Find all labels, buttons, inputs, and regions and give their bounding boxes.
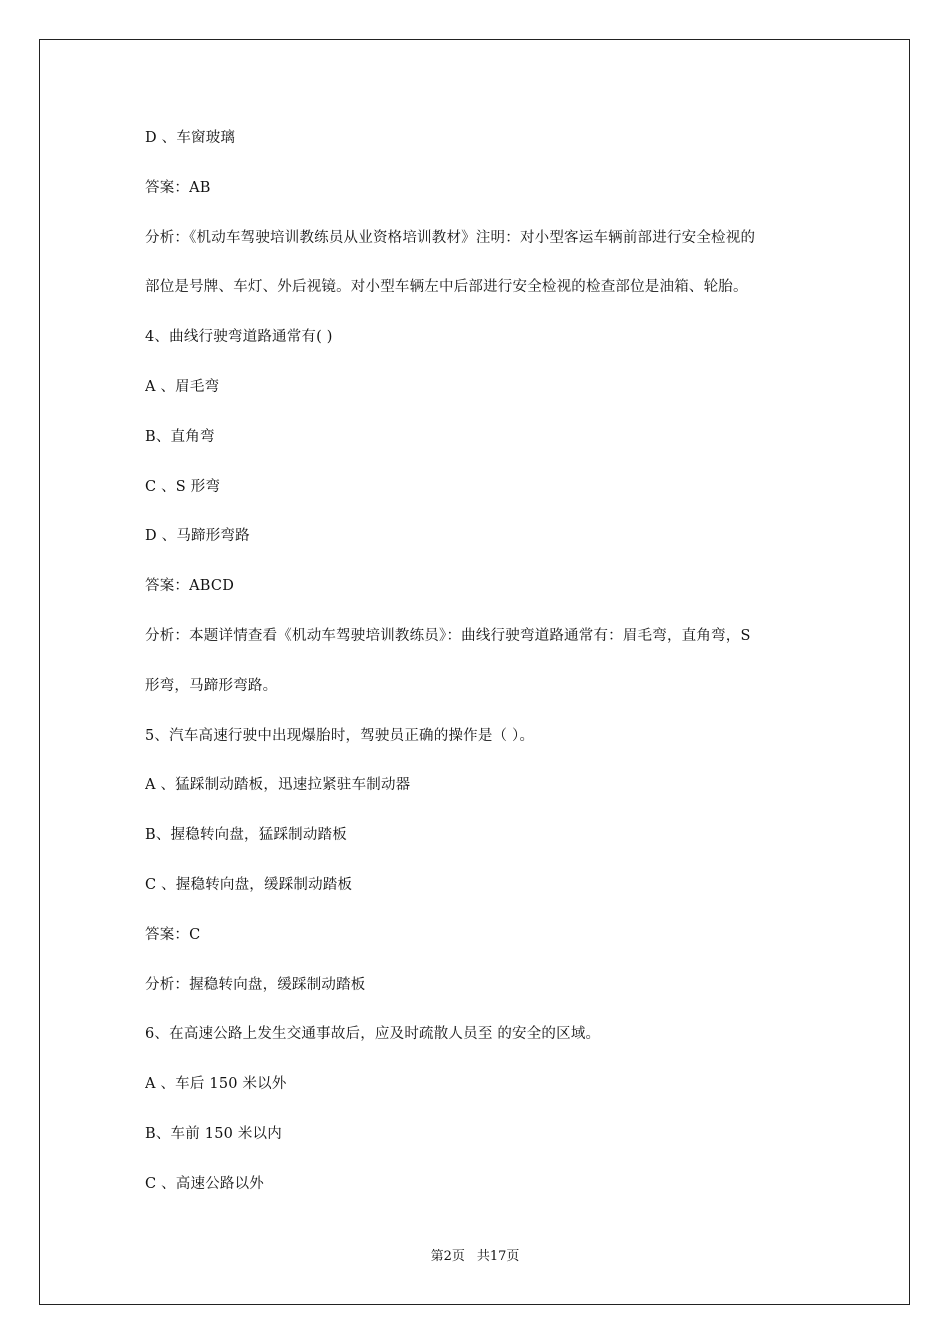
option-line: A 、车后 150 米以外 bbox=[145, 1076, 287, 1093]
option-line: C 、高速公路以外 bbox=[145, 1175, 265, 1192]
question-line: 5、汽车高速行驶中出现爆胎时，驾驶员正确的操作是（ ）。 bbox=[145, 727, 535, 744]
page-number: 第2页 bbox=[430, 1249, 465, 1264]
document-body bbox=[145, 114, 815, 1210]
answer-line: 答案：AB bbox=[145, 179, 211, 196]
analysis-line: 形弯，马蹄形弯路。 bbox=[145, 677, 278, 694]
answer-line: 答案：C bbox=[145, 926, 201, 943]
option-line: D 、马蹄形弯路 bbox=[145, 528, 250, 545]
analysis-line: 分析：《机动车驾驶培训教练员从业资格培训教材》注明：对小型客运车辆前部进行安全检视的 bbox=[145, 229, 756, 246]
option-line: C 、握稳转向盘，缓踩制动踏板 bbox=[145, 876, 353, 893]
option-line: A 、猛踩制动踏板，迅速拉紧驻车制动器 bbox=[145, 777, 411, 794]
option-line: A 、眉毛弯 bbox=[145, 378, 220, 395]
option-line: C 、S 形弯 bbox=[145, 478, 221, 495]
option-line: B、握稳转向盘，猛踩制动踏板 bbox=[145, 827, 347, 844]
answer-line: 答案：ABCD bbox=[145, 578, 235, 595]
analysis-line: 分析：握稳转向盘，缓踩制动踏板 bbox=[145, 976, 366, 993]
analysis-line: 分析：本题详情查看《机动车驾驶培训教练员》：曲线行驶弯道路通常有：眉毛弯，直角弯，S bbox=[145, 627, 751, 644]
page-footer bbox=[0, 1248, 950, 1266]
page-total: 共17页 bbox=[476, 1249, 520, 1264]
question-line: 4、曲线行驶弯道路通常有( ) bbox=[145, 329, 333, 346]
question-line: 6、在高速公路上发生交通事故后，应及时疏散人员至 的安全的区域。 bbox=[145, 1026, 601, 1043]
analysis-line: 部位是号牌、车灯、外后视镜。对小型车辆左中后部进行安全检视的检查部位是油箱、轮胎。 bbox=[145, 279, 748, 296]
option-line: B、直角弯 bbox=[145, 428, 215, 445]
text-line: D 、车窗玻璃 bbox=[145, 130, 236, 146]
option-line: B、车前 150 米以内 bbox=[145, 1125, 282, 1142]
